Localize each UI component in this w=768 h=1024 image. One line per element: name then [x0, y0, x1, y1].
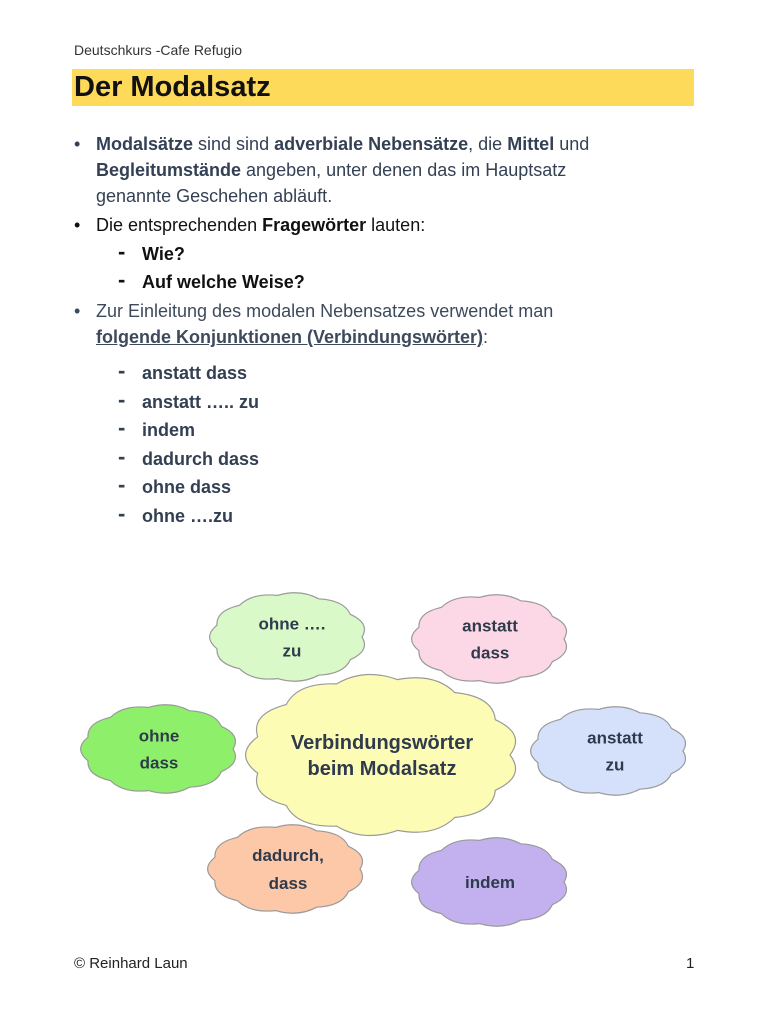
cloud-shape [81, 705, 236, 793]
text: sind sind [193, 134, 275, 154]
question-text: Wie? [142, 244, 185, 264]
title-bar [72, 69, 694, 106]
cloud-label: ohne …. [258, 614, 326, 634]
term-modalsaetze: Modalsätze [96, 134, 194, 154]
text: angeben, unter denen das im Hauptsatz [241, 160, 567, 180]
cloud-label: Verbindungswörter [290, 732, 474, 754]
text: : [483, 327, 489, 347]
cloud-label: dadurch, [252, 845, 324, 865]
cloud-ohne-zu [210, 593, 365, 681]
text: , die [468, 134, 508, 154]
cloud-label: anstatt [587, 728, 643, 748]
text: lauten: [366, 215, 426, 235]
bullet-text [96, 131, 696, 209]
text: Die entsprechenden [96, 215, 263, 235]
term-begleitumstaende: Begleitumstände [96, 160, 242, 180]
cloud-shape [412, 595, 567, 683]
cloud-dadurch-dass [208, 825, 363, 913]
bullet-dot: • [74, 134, 81, 154]
text: und [554, 134, 590, 154]
cloud-label: zu [282, 641, 302, 661]
conjunction-text: indem [142, 420, 196, 441]
cloud-shape [208, 825, 363, 913]
cloud-shape [531, 707, 686, 795]
cloud-label: dass [470, 643, 510, 663]
cloud-label: dass [268, 873, 308, 893]
bullet-dot: • [74, 301, 81, 321]
bullet-dot: • [74, 215, 81, 235]
bullet-line-3: genannte Geschehen abläuft. [96, 186, 333, 206]
conjunction-text: ohne ….zu [142, 505, 233, 526]
cloud-ohne-dass [81, 705, 236, 793]
cloud-shape [246, 674, 516, 835]
cloud-indem [412, 838, 567, 926]
footer-copyright: © Reinhard Laun [74, 955, 188, 972]
cloud-label: anstatt [462, 616, 518, 636]
question-text: Auf welche Weise? [142, 272, 305, 292]
bullet-line-2 [96, 157, 696, 183]
conjunction-text: anstatt ….. zu [142, 391, 260, 412]
cloud-label: dass [139, 753, 179, 773]
term-fragewoerter: Fragewörter [262, 215, 367, 235]
cloud-anstatt-dass [412, 595, 567, 683]
bullet-text [96, 212, 696, 238]
term-mittel: Mittel [507, 134, 555, 154]
bullet-conjunctions [74, 298, 694, 352]
cloud-diagram [0, 570, 768, 950]
bullet-definition [74, 131, 694, 211]
cloud-anstatt-zu [531, 707, 686, 795]
cloud-label: zu [605, 755, 625, 775]
cloud-label: beim Modalsatz [307, 758, 457, 780]
bullet-text [96, 298, 696, 350]
page-number: 1 [686, 955, 695, 972]
bullet-line-1: Zur Einleitung des modalen Nebensatzes verwendet man [96, 301, 554, 321]
conjunction-text: dadurch dass [142, 448, 260, 469]
cloud-label: indem [464, 872, 516, 892]
course-header: Deutschkurs -Cafe Refugio [74, 42, 243, 58]
conjunctions-heading: folgende Konjunktionen (Verbindungswörter) [96, 327, 483, 347]
cloud-center [246, 674, 516, 835]
conjunction-text: anstatt dass [142, 363, 248, 383]
cloud-shape [210, 593, 365, 681]
bullet-line-1 [96, 131, 696, 157]
term-adverbiale: adverbiale Nebensätze [274, 134, 469, 154]
clouds-layer [81, 593, 686, 926]
bullet-line-2 [96, 324, 696, 350]
page-title: Der Modalsatz [74, 71, 271, 103]
conjunction-text: ohne dass [142, 477, 232, 498]
cloud-label: ohne [138, 726, 180, 746]
bullet-question-words [74, 212, 694, 238]
